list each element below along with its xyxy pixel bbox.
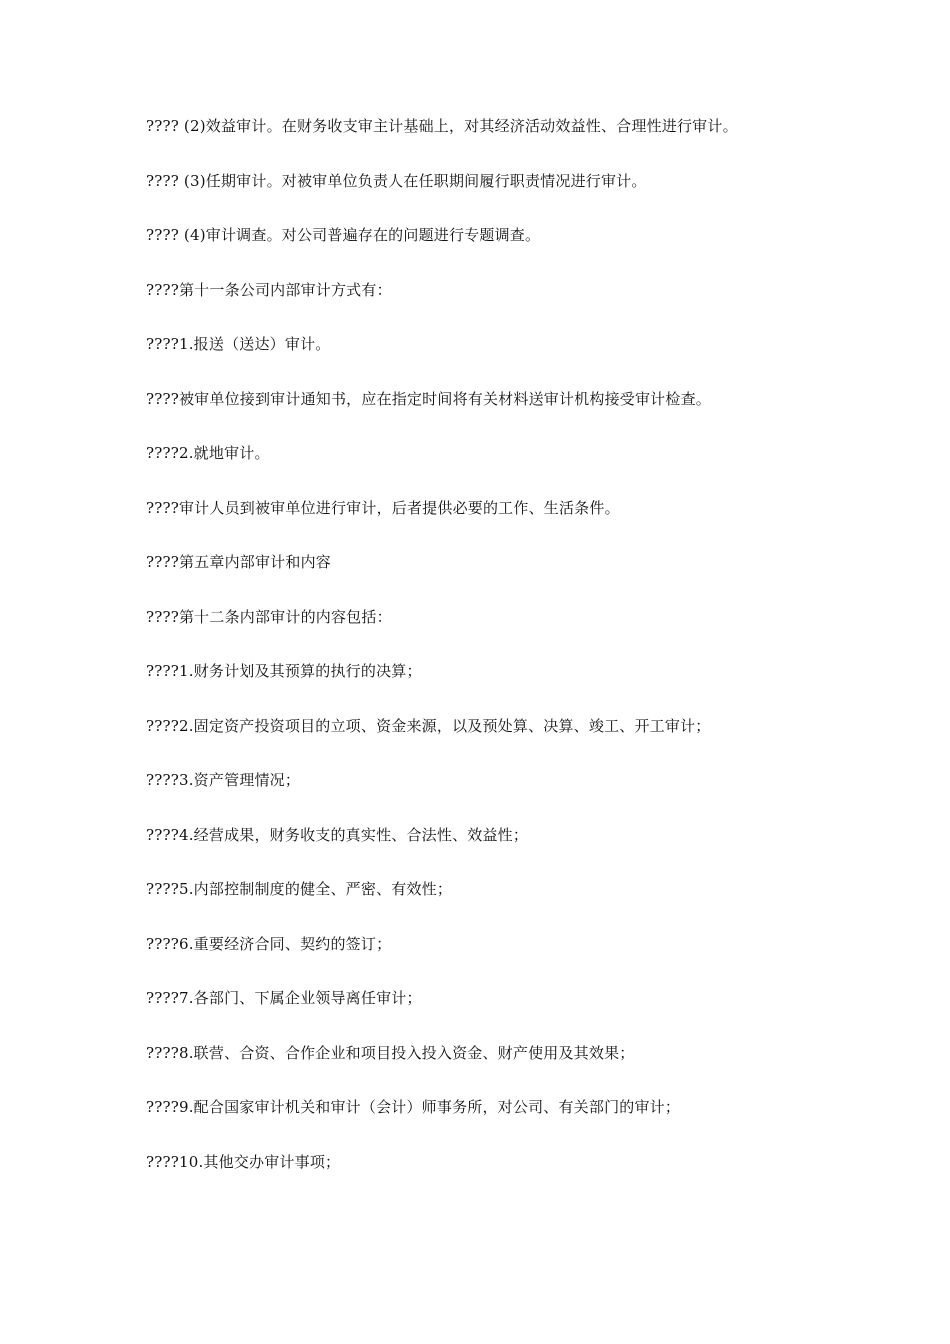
- list-item-7: ????7.各部门、下属企业领导离任审计；: [146, 989, 422, 1007]
- paragraph-audit-investigation: ???? (4)审计调查。对公司普遍存在的问题进行专题调查。: [146, 226, 541, 244]
- paragraph-submission-audit-detail: ????被审单位接到审计通知书，应在指定时间将有关材料送审计机构接受审计检查。: [146, 389, 711, 408]
- chapter-5-heading: ????第五章内部审计和内容: [146, 553, 331, 571]
- article-12-heading: ????第十二条内部审计的内容包括：: [146, 607, 392, 626]
- paragraph-tenure-audit: ???? (3)任期审计。对被审单位负责人在任职期间履行职责情况进行审计。: [146, 171, 647, 190]
- paragraph-onsite-audit: ????2.就地审计。: [146, 444, 270, 462]
- list-item-2: ????2.固定资产投资项目的立项、资金来源，以及预处算、决算、竣工、开工审计；: [146, 716, 711, 735]
- list-item-10: ????10.其他交办审计事项；: [146, 1152, 341, 1171]
- paragraph-benefit-audit: ???? (2)效益审计。在财务收支审主计基础上，对其经济活动效益性、合理性进行审计。: [146, 117, 738, 135]
- list-item-9: ????9.配合国家审计机关和审计（会计）师事务所，对公司、有关部门的审计；: [146, 1098, 681, 1116]
- list-item-3: ????3.资产管理情况；: [146, 771, 301, 789]
- paragraph-onsite-audit-detail: ????审计人员到被审单位进行审计，后者提供必要的工作、生活条件。: [146, 498, 620, 517]
- list-item-4: ????4.经营成果，财务收支的真实性、合法性、效益性；: [146, 825, 529, 844]
- list-item-1: ????1.财务计划及其预算的执行的决算；: [146, 662, 422, 680]
- article-11-heading: ????第十一条公司内部审计方式有：: [146, 280, 392, 299]
- list-item-5: ????5.内部控制制度的健全、严密、有效性；: [146, 880, 453, 898]
- list-item-6: ????6.重要经济合同、契约的签订；: [146, 934, 392, 953]
- document-body: [146, 112, 906, 1202]
- paragraph-submission-audit: ????1.报送（送达）审计。: [146, 335, 331, 353]
- list-item-8: ????8.联营、合资、合作企业和项目投入投入资金、财产使用及其效果；: [146, 1043, 635, 1062]
